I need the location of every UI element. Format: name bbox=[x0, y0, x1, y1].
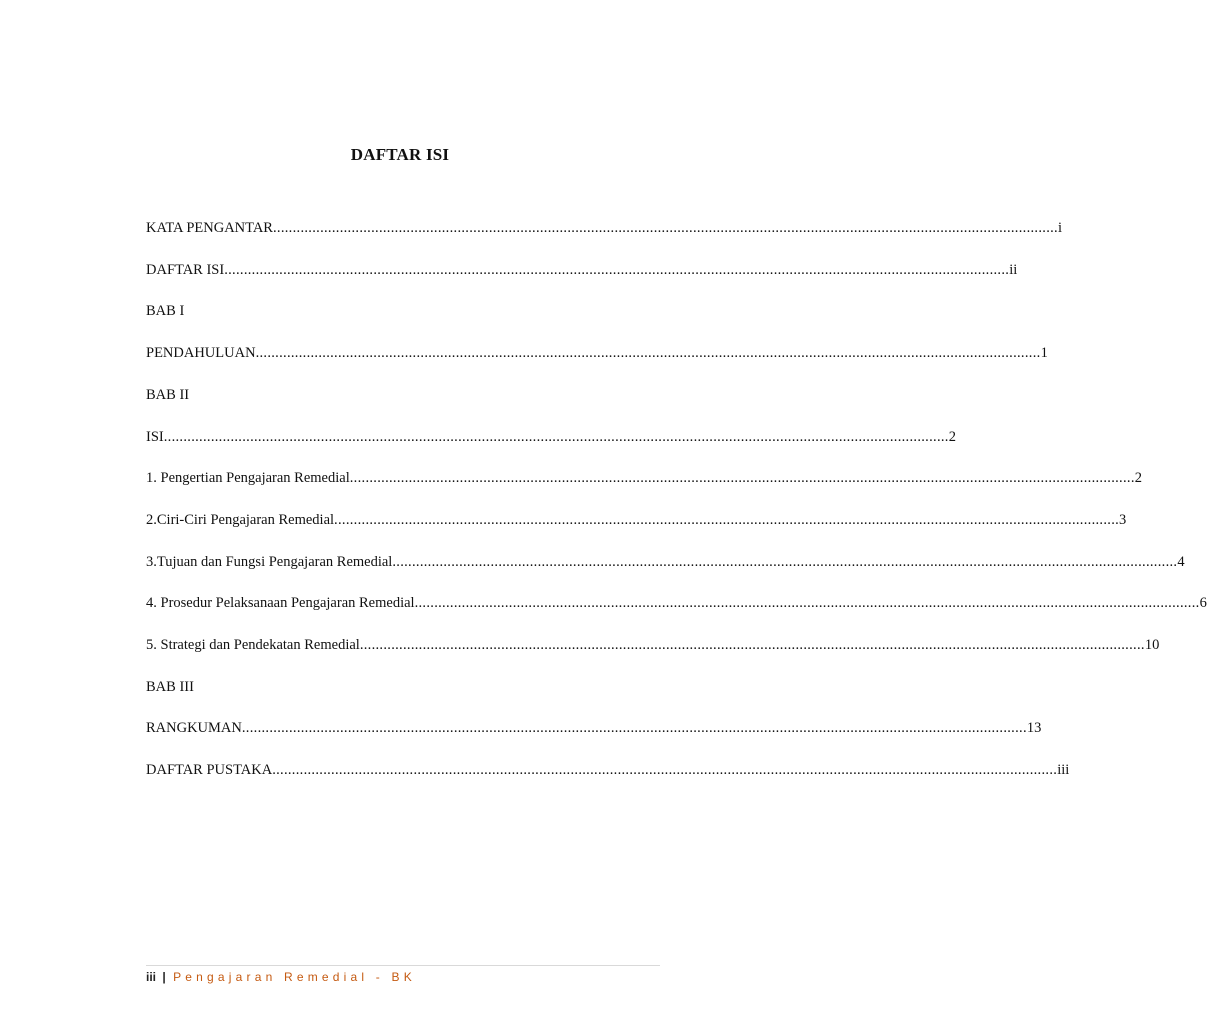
toc-page-number: 1 bbox=[1040, 345, 1048, 362]
toc-entry-label: BAB II bbox=[146, 386, 190, 403]
toc-entry-label: RANGKUMAN bbox=[146, 720, 242, 737]
toc-entry-label: PENDAHULUAN bbox=[146, 345, 256, 362]
toc-entry-label: BAB I bbox=[146, 303, 185, 320]
toc-entry-label: DAFTAR PUSTAKA bbox=[146, 762, 273, 779]
toc-entry bbox=[146, 387, 670, 411]
toc-entry-label: 2.Ciri-Ciri Pengajaran Remedial bbox=[146, 511, 335, 528]
toc-entry-label: 4. Prosedur Pelaksanaan Pengajaran Remedial bbox=[146, 595, 415, 612]
toc-entry bbox=[146, 261, 1018, 286]
toc-dot-leader: ........................................................................................................................................................................................................ bbox=[334, 511, 1120, 528]
toc-entry-label: KATA PENGANTAR bbox=[146, 220, 273, 236]
toc-dot-leader: ........................................................................................................................................................................................................ bbox=[241, 720, 1027, 737]
toc-dot-leader: ........................................................................................................................................................................................................ bbox=[272, 220, 1058, 236]
toc-dot-leader: ........................................................................................................................................................................................................ bbox=[359, 637, 1145, 653]
toc-page-number: 2 bbox=[948, 428, 956, 445]
toc-dot-leader: ........................................................................................................................................................................................................ bbox=[224, 261, 1010, 278]
toc-entry bbox=[146, 220, 1063, 244]
toc-entry bbox=[146, 553, 1185, 578]
toc-entry bbox=[146, 428, 956, 453]
toc-entry bbox=[146, 720, 1042, 744]
toc-entry bbox=[146, 679, 670, 703]
toc-dot-leader: ........................................................................................................................................................................................................ bbox=[163, 428, 949, 445]
toc-entry bbox=[146, 595, 1207, 619]
page-title: DAFTAR ISI bbox=[350, 145, 450, 164]
page-footer bbox=[146, 970, 416, 984]
toc-entry-label: 1. Pengertian Pengajaran Remedial bbox=[146, 470, 350, 487]
toc-page-number: ii bbox=[1009, 261, 1018, 278]
toc-entry-label: BAB III bbox=[146, 678, 194, 695]
toc-page-number: 13 bbox=[1026, 720, 1042, 737]
toc-dot-leader: ........................................................................................................................................................................................................ bbox=[255, 345, 1041, 362]
toc-page-number: 2 bbox=[1134, 470, 1142, 487]
footer-divider bbox=[146, 965, 660, 966]
toc-page-number: 10 bbox=[1144, 637, 1160, 653]
toc-entry bbox=[146, 345, 1048, 369]
toc-entry bbox=[146, 762, 1070, 786]
toc-entry-label: 3.Tujuan dan Fungsi Pengajaran Remedial bbox=[146, 553, 393, 570]
toc-entry-label: 5. Strategi dan Pendekatan Remedial bbox=[146, 637, 360, 653]
footer-running-title: Pengajaran Remedial - BK bbox=[173, 970, 416, 984]
toc-dot-leader: ........................................................................................................................................................................................................ bbox=[349, 470, 1135, 487]
toc-dot-leader: ........................................................................................................................................................................................................ bbox=[272, 762, 1058, 779]
toc-page-number: iii bbox=[1057, 762, 1070, 779]
toc-dot-leader: ........................................................................................................................................................................................................ bbox=[414, 595, 1200, 612]
toc-page-number: i bbox=[1057, 220, 1063, 236]
toc-dot-leader: ........................................................................................................................................................................................................ bbox=[392, 553, 1178, 570]
toc-entry bbox=[146, 303, 670, 327]
toc-entry bbox=[146, 511, 1127, 536]
toc-entry-label: ISI bbox=[146, 428, 164, 445]
toc-page-number: 4 bbox=[1177, 553, 1185, 570]
footer-separator: | bbox=[162, 970, 166, 984]
toc-page-number: 6 bbox=[1199, 595, 1207, 612]
toc-entry bbox=[146, 637, 1160, 661]
footer-page-number: iii bbox=[146, 970, 157, 984]
toc-entry bbox=[146, 470, 1142, 494]
toc-page-number: 3 bbox=[1119, 511, 1127, 528]
toc-entry-label: DAFTAR ISI bbox=[146, 261, 225, 278]
